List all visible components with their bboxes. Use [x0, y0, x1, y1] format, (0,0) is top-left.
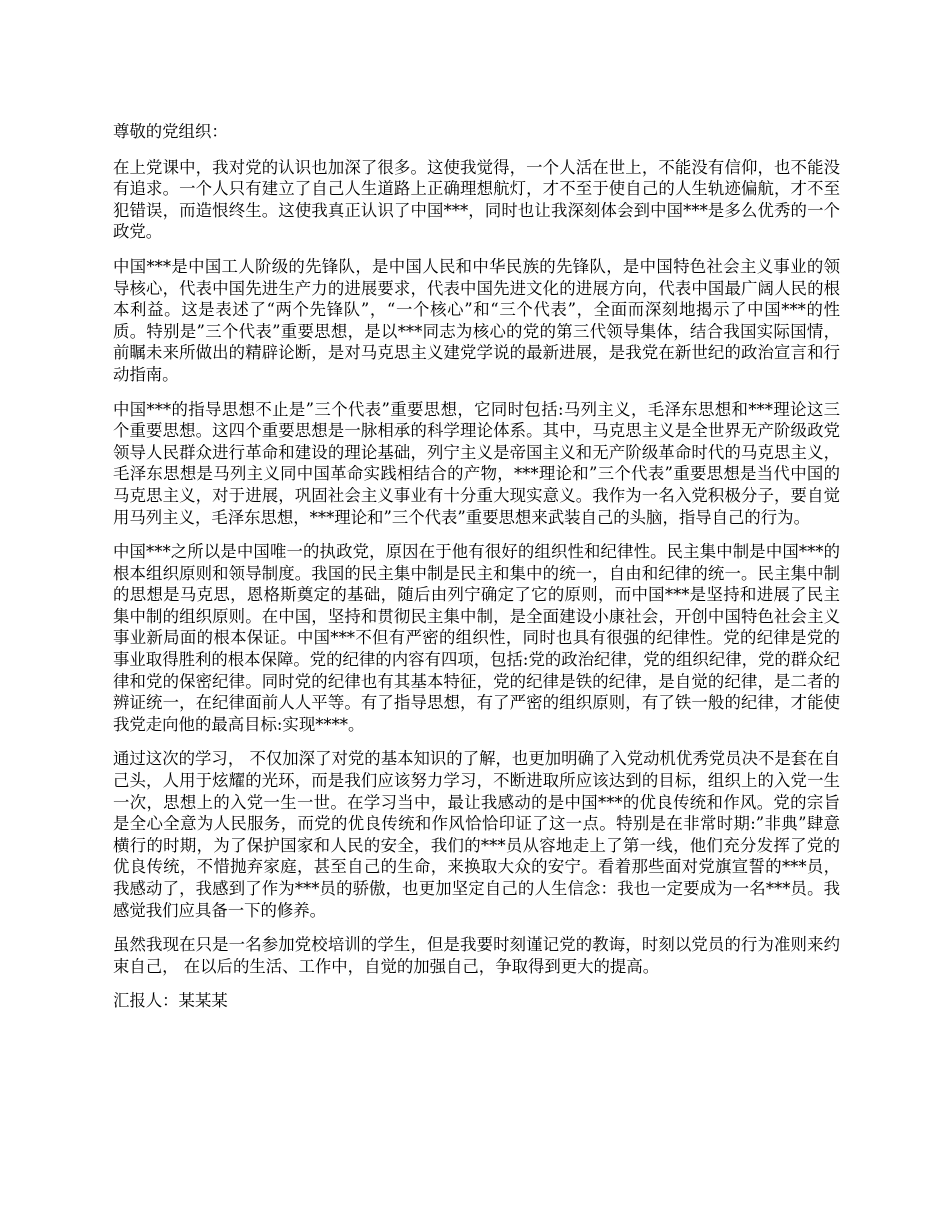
reporter-signature: 汇报人：某某某: [113, 991, 228, 1011]
paragraph-5: 通过这次的学习， 不仅加深了对党的基本知识的了解，也更加明确了入党动机优秀党员决不是套在自己头，人用于炫耀的光环，而是我们应该努力学习，不断进取所应该达到的目标，组织上的入党一生一次，思想上的入党一生一世。在学习当中，最让我感动的是中国***的优良传统和作风。党的宗旨是全心全意为人民服务，而党的优良传统和作风恰恰印证了这一点。特别是在非常时期:”非典”肆意横行的时期，为了保护国家和人民的安全，我们的***员从容地走上了第一线，他们充分发挥了党的优良传统，不惜抛弃家庭，甚至自己的生命，来换取大众的安宁。看着那些面对党旗宣誓的***员，我感动了，我感到了作为***员的骄傲，也更加坚定自己的人生信念：我也一定要成为一名***员。我感觉我们应具备一下的修养。: [113, 749, 840, 920]
letter-page: [113, 121, 840, 1025]
paragraph-6: 虽然我现在只是一名参加党校培训的学生，但是我要时刻谨记党的教诲，时刻以党员的行为准则来约束自己， 在以后的生活、工作中，自觉的加强自己，争取得到更大的提高。: [113, 935, 840, 976]
salutation: 尊敬的党组织：: [113, 122, 228, 141]
paragraph-3: 中国***的指导思想不止是”三个代表”重要思想，它同时包括:马列主义，毛泽东思想和***理论这三个重要思想。这四个重要思想是一脉相承的科学理论体系。其中，马克思主义是全世界无产阶级政党领导人民群众进行革命和建设的理论基础，列宁主义是帝国主义和无产阶级革命时代的马克思主义，毛泽东思想是马列主义同中国革命实践相结合的产物，***理论和”三个代表”重要思想是当代中国的马克思主义，对于进展，巩固社会主义事业有十分重大现实意义。我作为一名入党积极分子，要自觉用马列主义，毛泽东思想，***理论和”三个代表”重要思想来武装自己的头脑，指导自己的行为。: [113, 399, 840, 527]
paragraph-2: 中国***是中国工人阶级的先锋队，是中国人民和中华民族的先锋队，是中国特色社会主义事业的领导核心，代表中国先进生产力的进展要求，代表中国先进文化的进展方向，代表中国最广阔人民的根本利益。这是表述了“两个先锋队”，“一个核心”和“三个代表”，全面而深刻地揭示了中国***的性质。特别是”三个代表”重要思想，是以***同志为核心的党的第三代领导集体，结合我国实际国情，前瞩未来所做出的精辟论断，是对马克思主义建党学说的最新进展，是我党在新世纪的政治宣言和行动指南。: [113, 256, 840, 384]
paragraph-1: 在上党课中，我对党的认识也加深了很多。这使我觉得，一个人活在世上，不能没有信仰，也不能没有追求。一个人只有建立了自己人生道路上正确理想航灯，才不至于使自己的人生轨迹偏航，才不至犯错误，而造恨终生。这使我真正认识了中国***，同时也让我深刻体会到中国***是多么优秀的一个政党。: [113, 157, 840, 242]
paragraph-4: 中国***之所以是中国唯一的执政党，原因在于他有很好的组织性和纪律性。民主集中制是中国***的根本组织原则和领导制度。我国的民主集中制是民主和集中的统一，自由和纪律的统一。民主集中制的思想是马克思，恩格斯奠定的基础，随后由列宁确定了它的原则，而中国***是坚持和进展了民主集中制的组织原则。在中国，坚持和贯彻民主集中制，是全面建设小康社会，开创中国特色社会主义事业新局面的根本保证。中国***不但有严密的组织性，同时也具有很强的纪律性。党的纪律是党的事业取得胜利的根本保障。党的纪律的内容有四项，包括:党的政治纪律，党的组织纪律，党的群众纪律和党的保密纪律。同时党的纪律也有其基本特征，党的纪律是铁的纪律，是自觉的纪律，是二者的辨证统一，在纪律面前人人平等。有了指导思想，有了严密的组织原则，有了铁一般的纪律，才能使我党走向他的最高目标:实现****。: [113, 542, 840, 734]
